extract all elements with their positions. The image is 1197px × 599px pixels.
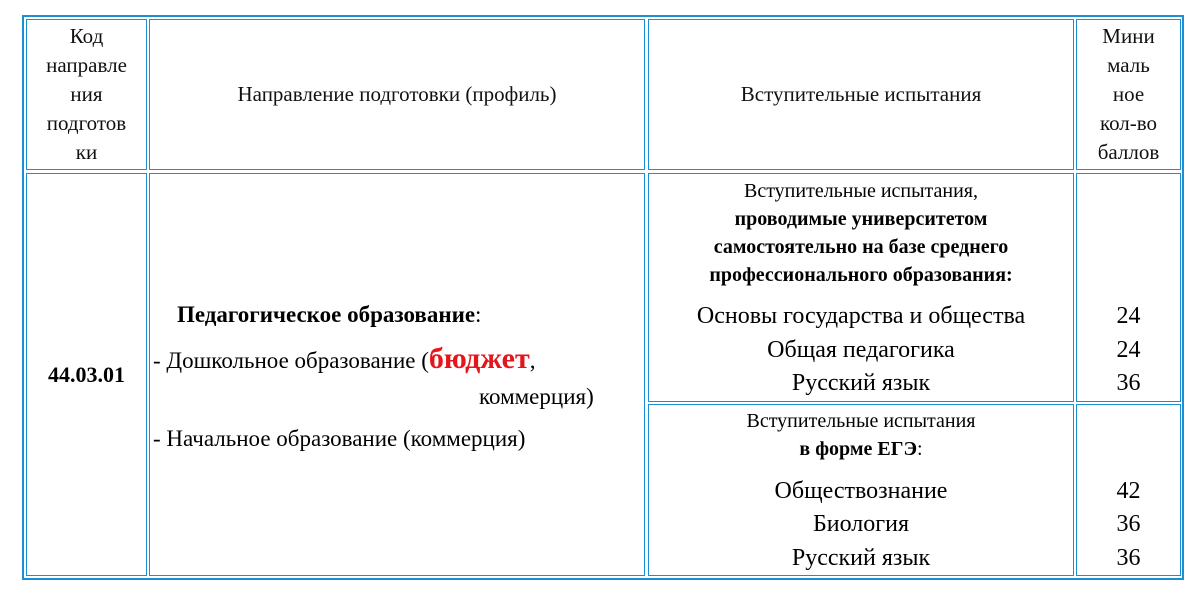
exams-university-cell — [648, 173, 1074, 402]
exams-university-heading: Вступительные испытания, проводимые университетом самостоятельно на базе среднего профессионального образования: — [709, 180, 1013, 286]
header-code-line: подготов — [46, 111, 127, 135]
header-min-line: баллов — [1097, 140, 1160, 164]
header-direction-label: Направление подготовки (профиль) — [237, 82, 557, 106]
min-score: 42 — [1116, 478, 1141, 504]
exam-subject: Обществознание — [774, 478, 948, 504]
header-exams-label: Вступительные испытания — [740, 82, 982, 106]
budget-highlight: бюджет — [428, 342, 530, 375]
header-min-line: кол-во — [1099, 111, 1158, 135]
scores-university-cell — [1076, 173, 1181, 402]
header-min-line: Мини — [1102, 24, 1155, 48]
exam-subject: Общая педагогика — [767, 337, 955, 363]
code-cell — [26, 173, 147, 576]
exam-subject: Русский язык — [791, 370, 931, 396]
exams-ege-cell — [648, 404, 1074, 576]
header-min-line: маль — [1107, 53, 1150, 77]
header-min-score-cell — [1076, 19, 1181, 170]
program-title: Педагогическое образование: — [177, 302, 482, 327]
header-code-line: направле — [46, 53, 127, 77]
program-code: 44.03.01 — [48, 361, 125, 387]
program-cell — [149, 173, 645, 576]
exam-subject: Русский язык — [791, 545, 931, 571]
program-item-preschool-cont: коммерция) — [479, 384, 594, 409]
min-score: 36 — [1116, 370, 1141, 396]
header-code-line: ки — [75, 140, 98, 164]
min-score: 24 — [1116, 303, 1141, 329]
scores-ege-cell — [1076, 404, 1181, 576]
header-code-cell — [26, 19, 147, 170]
header-code-line: ния — [70, 82, 103, 106]
header-exams-cell — [648, 19, 1074, 170]
program-item-preschool: - Дошкольное образование (бюджет, — [153, 342, 536, 375]
min-score: 24 — [1116, 337, 1141, 363]
header-code-line: Код — [69, 24, 104, 48]
program-item-primary: - Начальное образование (коммерция) — [153, 426, 526, 451]
exams-ege-heading: Вступительные испытания в форме ЕГЭ: — [746, 410, 976, 460]
min-score: 36 — [1116, 545, 1141, 571]
exam-subject: Основы государства и общества — [696, 303, 1026, 329]
header-min-line: ное — [1112, 82, 1145, 106]
header-direction-cell — [149, 19, 645, 170]
exam-subject: Биология — [812, 511, 909, 537]
min-score: 36 — [1116, 511, 1141, 537]
